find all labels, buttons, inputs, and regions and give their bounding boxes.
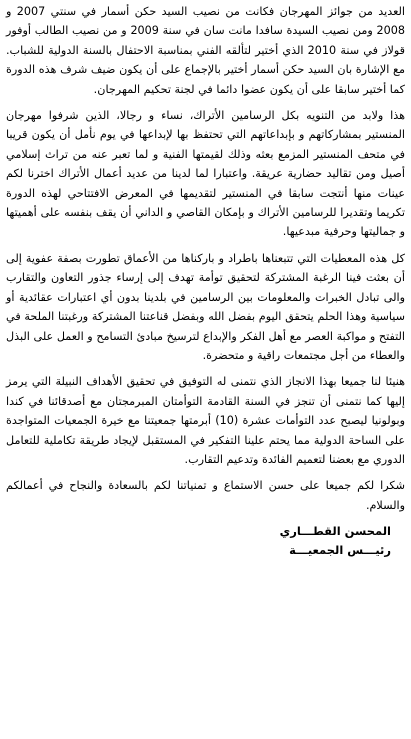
paragraph-future-twinnings: هنيئا لنا جميعا بهذا الانجاز الذي نتمنى له التوفيق في تحقيق الأهداف النبيلة التي يرمز إليها كما نتمنى أن تنجز في السنة القادمة التوأمتان المبرمجتان مع أصدقائنا في كندا وبولونيا ليصبح عدد التوأمات عشرة (10) أبرمتها جمعيتنا مع خيرة الجمعيات المتواجدة على الساحة الدولية مما يحتم علينا التفكير في المستقبل لإيجاد طريقة تكاملية للتعامل الدوري مع بعضنا لتعميم الفائدة وتدعيم التقارب.	[6, 375, 405, 466]
paragraph-festival-awards: العديد من جوائز المهرجان فكانت من نصيب السيد حكن أسمار في سنتي 2007 و 2008 ومن نصيب السيدة سافدا مانت سان في سنة 2009 و من نصيب الطالب أوفور قولاز في سنة 2010 الذي أختير لتألقه الفني بمناسبة الاحتفال بالسنة الدولية للشباب. مع الإشارة بان السيد حكن أسمار أختير بالإجماع على أن يكون ضيف شرف هذه الدورة كما أختير سابقا على أن يكون عضوا دائما في لجنة تحكيم المهرجان.	[6, 5, 405, 96]
signature-title: رئيـــس الجمعيـــة	[289, 543, 391, 558]
paragraph-twinning-goals: كل هذه المعطيات التي تتبعناها باطراد و باركناها من الأعماق تطورت بصفة عفوية إلى أن بعثت فينا الرغبة المشتركة لتحقيق توأمة تهدف إلى إرساء جذور التعاون والتقارب والى تبادل الخبرات والمعلومات بين الرسامين في بلدينا بدون أي اعتبارات عقائدية أو سياسية وهذا الحلم يتحقق اليوم بفضل الله وبفضل قناعتنا المشتركة ورغبتنا الملحة في التفتح و مواكبة العصر مع أهل الفكر والإبداع لترسيخ مبادئ التسامح و العمل على البذل والعطاء من أجل مجتمعات راقية و متحضرة.	[6, 251, 405, 362]
signature-block	[6, 522, 405, 560]
paragraph-turkish-artists: هذا ولابد من التنويه بكل الرسامين الأتراك، نساء و رجالا، الذين شرفوا مهرجان المنستير بمشاركاتهم و بإبداعاتهم التي تحتفظ بها لإبداعها في يوم نأمل أن يكون قريبا في متحف المنستير المزمع بعثه وذلك لقيمتها الفنية و لما تعبر عنه من تراث إسلامي أصيل ومن تقاليد حضارية عريقة. واعتبارا لما لدينا من عديد أعمال الأتراك اخترنا لكم عينات منها أنتجت سابقا في المنستير لتقديمها في المعرض الافتتاحي لهذه الدورة تكريما وتقديرا للرسامين الأتراك و بإمكان القاصي و الداني أن يقف بنفسه على أهميتها و جماليتها وحرفية مبدعيها.	[6, 109, 405, 239]
signature-name: المحسن القطـــاري	[279, 524, 391, 539]
paragraph-closing-thanks: شكرا لكم جميعا على حسن الاستماع و تمنياتنا لكم بالسعادة والنجاح في أعمالكم والسلام.	[6, 479, 405, 512]
